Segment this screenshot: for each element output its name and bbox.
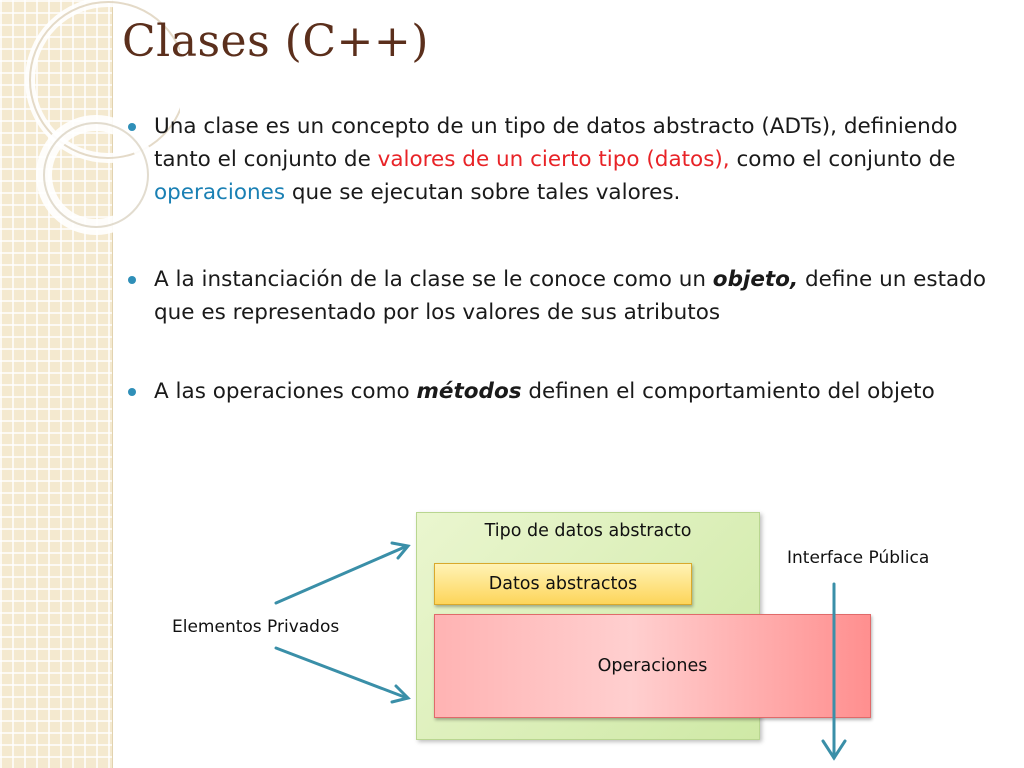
datos-abstractos-box: [434, 563, 692, 605]
arrow-to-operaciones-icon: [276, 648, 408, 702]
bullet-item-1: [128, 110, 998, 209]
datos-abstractos-label: Datos abstractos: [488, 574, 638, 594]
bullet-item-3: [128, 375, 998, 408]
private-elements-label: Elementos Privados: [172, 617, 340, 637]
operaciones-box: [434, 614, 871, 718]
bullet-1-text-c: que se ejecutan sobre tales valores.: [285, 180, 681, 205]
adt-box-label: Tipo de datos abstracto: [484, 521, 692, 541]
operaciones-label: Operaciones: [597, 656, 708, 676]
slide-title: Clases (C++): [122, 16, 429, 67]
bullet-1-highlight-red: valores de un cierto tipo (datos),: [377, 147, 730, 172]
arrow-to-datos-icon: [276, 543, 408, 603]
bullet-1-text-a: Una clase es un concepto de un tipo de datos abstracto (ADTs), definiendo tanto el conjunto de: [154, 114, 958, 172]
bullet-3-emphasis: métodos: [416, 379, 522, 404]
bullet-1-highlight-blue: operaciones: [154, 180, 286, 205]
bullet-3-text-a: A las operaciones como: [154, 379, 417, 404]
bullet-2-emphasis: objeto,: [712, 267, 799, 292]
bullet-1-text-b: como el conjunto de: [729, 147, 956, 172]
public-interface-label: Interface Pública: [787, 548, 930, 568]
bullet-2-text-b: define un estado que es representado por los valores de sus atributos: [154, 267, 986, 325]
bullet-2-text-a: A la instanciación de la clase se le conoce como un: [154, 267, 713, 292]
bullet-list: [128, 110, 998, 408]
bullet-3-text-b: definen el comportamiento del objeto: [521, 379, 935, 404]
bullet-item-2: [128, 263, 998, 329]
